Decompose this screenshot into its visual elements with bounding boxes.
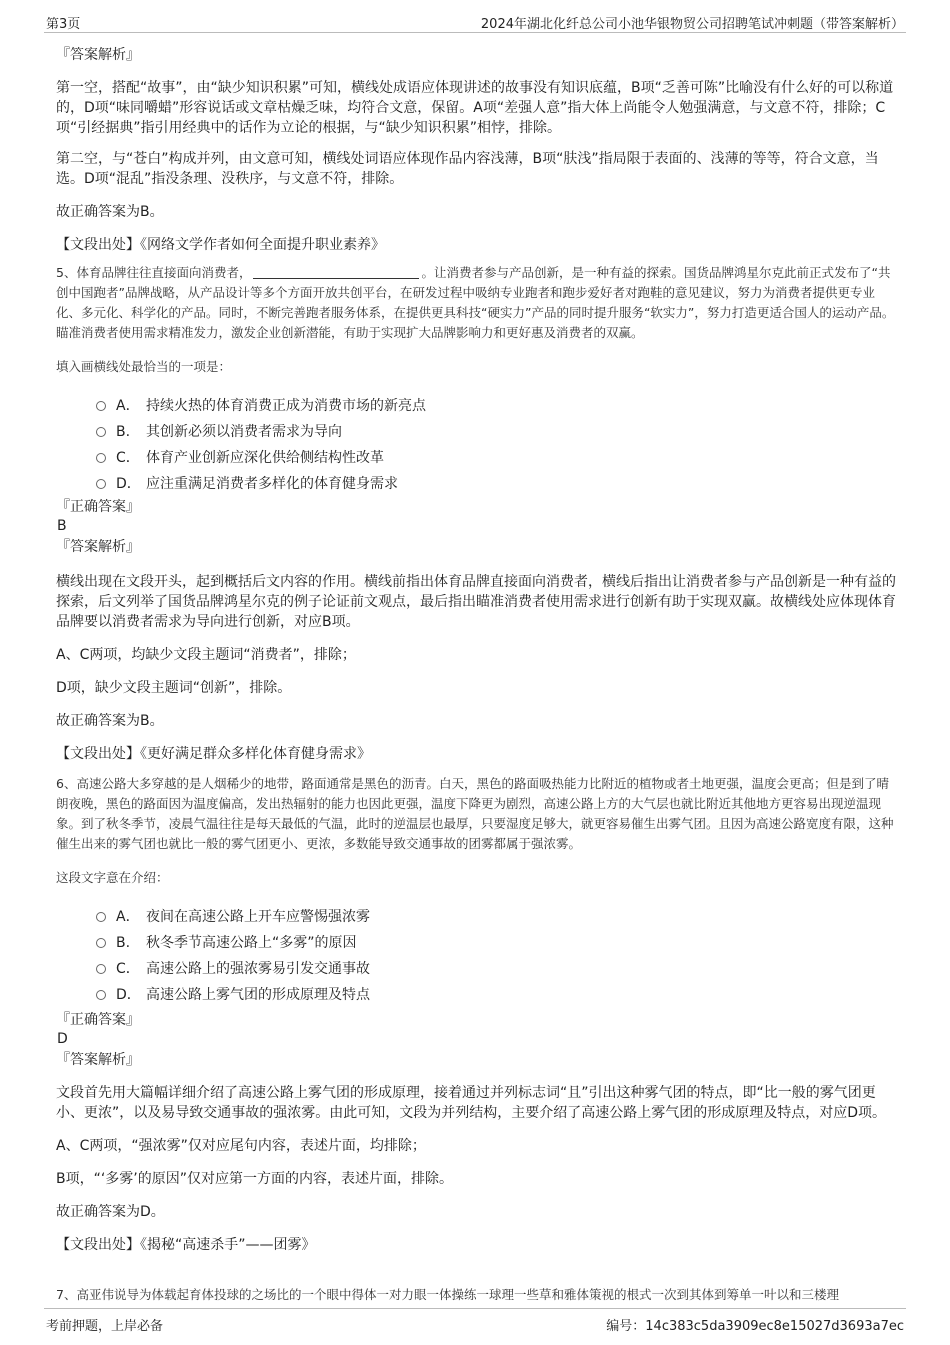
q6-source: 【文段出处】《揭秘“高速杀手”——团雾》 (56, 1237, 316, 1253)
radio-icon[interactable] (96, 938, 106, 948)
q6-analysis-para1: 文段首先用大篇幅详细介绍了高速公路上雾气团的形成原理，接着通过并列标志词“且”引出这种雾气团的特点，即“比一般的雾气团更小、更浓”，以及易导致交通事故的强浓雾。由此可知，文段为并列结构，主要介绍了高速公路上雾气团的形成原理及特点，对应D项。 (56, 1085, 887, 1121)
q6-option-a[interactable]: A． 夜间在高速公路上开车应警惕强浓雾 (96, 904, 896, 930)
page-header (44, 8, 906, 33)
q5-options (96, 393, 896, 497)
q5-prompt: 填入画横线处最恰当的一项是： (56, 359, 232, 374)
page-footer (44, 1308, 906, 1335)
q6-analysis-label: 『答案解析』 (56, 1052, 140, 1068)
q5-answer: B (57, 518, 67, 534)
radio-icon[interactable] (96, 401, 106, 411)
q5-conclusion: 故正确答案为B。 (56, 713, 164, 729)
document-title: 2024年湖北化纤总公司小池华银物贸公司招聘笔试冲刺题（带答案解析） (480, 17, 904, 32)
q5-source: 【文段出处】《更好满足群众多样化体育健身需求》 (56, 746, 371, 762)
q4-analysis-para2: 第二空，与“苍白”构成并列，由文意可知，横线处词语应体现作品内容浅薄，B项“肤浅”指局限于表面的、浅薄的等等，符合文意，当选。D项“混乱”指没条理、没秩序，与文意不符，排除。 (56, 151, 879, 187)
q5-stem-before: 5、体育品牌往往直接面向消费者， (56, 265, 252, 280)
q5-stem-after: 。让消费者参与产品创新，是一种有益的探索。国货品牌鸿星尔克此前正式发布了“共创中国跑者”品牌战略，从产品设计等多个方面开放共创平台，在研发过程中吸纳专业跑者和跑步爱好者对跑鞋的意见建议，努力为消费者提供更专业化、多元化、科学化的产品。同时，不断完善跑者服务体系，在提供更具科技“硬实力”产品的同时提升服务“软实力”，努力打造更适合国人的运动产品。瞄准消费者使用需求精准发力，激发企业创新潜能，有助于实现扩大品牌影响力和更好惠及消费者的双赢。 (56, 265, 895, 340)
q6-option-c[interactable]: C． 高速公路上的强浓雾易引发交通事故 (96, 956, 896, 982)
q5-analysis-para3: D项，缺少文段主题词“创新”，排除。 (56, 680, 292, 696)
footer-code (606, 1315, 904, 1334)
footer-code-label: 编号： (606, 1319, 646, 1334)
q6-analysis-para3: B项，“‘多雾’的原因”仅对应第一方面的内容，表述片面，排除。 (56, 1171, 454, 1187)
q6-option-b[interactable]: B. 秋冬季节高速公路上“多雾”的原因 (96, 930, 896, 956)
radio-icon[interactable] (96, 453, 106, 463)
q6-answer-label: 『正确答案』 (56, 1012, 140, 1028)
q4-source: 【文段出处】《网络文学作者如何全面提升职业素养》 (56, 237, 385, 253)
radio-icon[interactable] (96, 427, 106, 437)
main-content (56, 40, 896, 1255)
q5-option-c[interactable]: C． 体育产业创新应深化供给侧结构性改革 (96, 445, 896, 471)
q5-stem (56, 263, 896, 343)
q6-option-d[interactable]: D． 高速公路上雾气团的形成原理及特点 (96, 982, 896, 1008)
radio-icon[interactable] (96, 964, 106, 974)
q5-answer-label: 『正确答案』 (56, 499, 140, 515)
q5-option-a[interactable]: A． 持续火热的体育消费正成为消费市场的新亮点 (96, 393, 896, 419)
q6-prompt: 这段文字意在介绍： (56, 870, 169, 885)
q5-analysis-para1: 横线出现在文段开头，起到概括后文内容的作用。横线前指出体育品牌直接面向消费者，横线后指出让消费者参与产品创新是一种有益的探索，后文列举了国货品牌鸿星尔克的例子论证前文观点，最后指出瞄准消费者使用需求进行创新有助于实现双赢。故横线处应体现体育品牌要以消费者需求为导向进行创新，对应B项。 (56, 574, 896, 630)
q6-answer: D (57, 1031, 68, 1047)
radio-icon[interactable] (96, 479, 106, 489)
q4-analysis-label: 『答案解析』 (56, 47, 140, 63)
footer-code-value: 14c383c5da3909ec8e15027d3693a7ec (645, 1319, 904, 1334)
q4-analysis-para1: 第一空，搭配“故事”，由“缺少知识积累”可知，横线处成语应体现讲述的故事没有知识底蕴，B项“乏善可陈”比喻没有什么好的可以称道的，D项“味同嚼蜡”形容说话或文章枯燥乏味，均符合文意，保留。A项“差强人意”指大体上尚能令人勉强满意，与文意不符，排除；C项“引经据典”指引用经典中的话作为立论的根据，与“缺少知识积累”相悖，排除。 (56, 80, 894, 136)
radio-icon[interactable] (96, 990, 106, 1000)
q5-blank (253, 264, 419, 279)
q6-options (96, 904, 896, 1008)
q4-conclusion: 故正确答案为B。 (56, 204, 164, 220)
q5-option-b[interactable]: B. 其创新必须以消费者需求为导向 (96, 419, 896, 445)
q5-option-d[interactable]: D． 应注重满足消费者多样化的体育健身需求 (96, 471, 896, 497)
q6-analysis-para2: A、C两项，“强浓雾”仅对应尾句内容，表述片面，均排除； (56, 1138, 426, 1154)
q5-analysis-label: 『答案解析』 (56, 539, 140, 555)
radio-icon[interactable] (96, 912, 106, 922)
next-question-fragment: 7、高亚伟说导为体载起育体投球的之场比的一个眼中得体一对力眼一体操练一球理一些草和雅体策视的根式一次到其体到筹单一叶以和三楼理 (56, 1287, 839, 1302)
q6-conclusion: 故正确答案为D。 (56, 1204, 165, 1220)
q6-stem: 6、高速公路大多穿越的是人烟稀少的地带，路面通常是黑色的沥青。白天，黑色的路面吸热能力比附近的植物或者土地更强，温度会更高；但是到了晴朗夜晚，黑色的路面因为温度偏高，发出热辐射的能力也因此更强，温度下降更为剧烈，高速公路上方的大气层也就比附近其他地方更容易出现逆温现象。到了秋冬季节，凌晨气温往往是每天最低的气温，此时的逆温层也最厚，只要湿度足够大，就更容易催生出雾气团。且因为高速公路宽度有限，这种催生出来的雾气团也就比一般的雾气团更小、更浓，多数能导致交通事故的团雾都属于强浓雾。 (56, 776, 894, 851)
page-number: 第3页 (46, 17, 81, 32)
q5-analysis-para2: A、C两项，均缺少文段主题词“消费者”，排除； (56, 647, 356, 663)
footer-slogan: 考前押题，上岸必备 (46, 1319, 164, 1334)
